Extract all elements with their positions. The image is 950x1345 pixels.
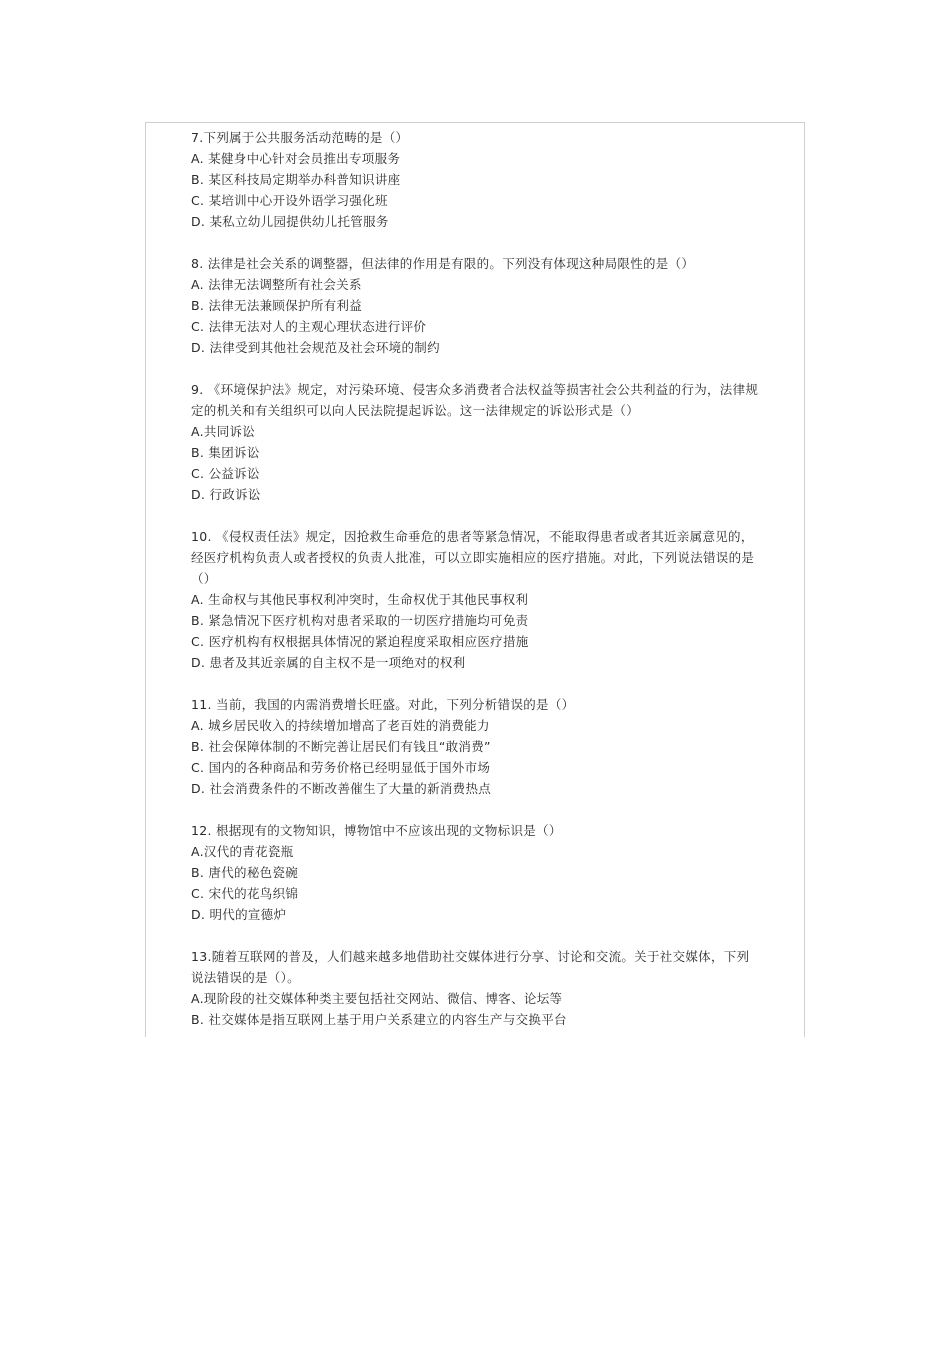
- option-c: C. 医疗机构有权根据具体情况的紧迫程度采取相应医疗措施: [191, 634, 529, 649]
- question-stem: 10. 《侵权责任法》规定，因抢救生命垂危的患者等紧急情况，不能取得患者或者其近亲属意见的，经医疗机构负责人或者授权的负责人批准，可以立即实施相应的医疗措施。对此，下列说法错误的是（）: [191, 529, 755, 586]
- question-stem: 9. 《环境保护法》规定，对污染环境、侵害众多消费者合法权益等损害社会公共利益的行为，法律规定的机关和有关组织可以向人民法院提起诉讼。这一法律规定的诉讼形式是（）: [191, 382, 759, 418]
- option-c: C. 法律无法对人的主观心理状态进行评价: [191, 319, 427, 334]
- option-a: A.共同诉讼: [191, 424, 256, 439]
- option-c: C. 公益诉讼: [191, 466, 260, 481]
- option-a: A.汉代的青花瓷瓶: [191, 844, 294, 859]
- option-b: B. 唐代的秘色瓷碗: [191, 865, 299, 880]
- option-d: D. 明代的宣德炉: [191, 907, 287, 922]
- question-stem: 7.下列属于公共服务活动范畴的是（）: [191, 130, 409, 145]
- option-c: C. 某培训中心开设外语学习强化班: [191, 193, 388, 208]
- question-10: [191, 526, 761, 673]
- question-stem: 11. 当前，我国的内需消费增长旺盛。对此，下列分析错误的是（）: [191, 697, 575, 712]
- question-12: [191, 820, 761, 925]
- option-b: B. 法律无法兼顾保护所有利益: [191, 298, 363, 313]
- exam-page: [145, 122, 805, 1037]
- option-d: D. 法律受到其他社会规范及社会环境的制约: [191, 340, 440, 355]
- option-c: C. 宋代的花鸟织锦: [191, 886, 299, 901]
- question-stem: 12. 根据现有的文物知识，博物馆中不应该出现的文物标识是（）: [191, 823, 562, 838]
- option-b: B. 紧急情况下医疗机构对患者采取的一切医疗措施均可免责: [191, 613, 529, 628]
- option-b: B. 集团诉讼: [191, 445, 260, 460]
- option-c: C. 国内的各种商品和劳务价格已经明显低于国外市场: [191, 760, 491, 775]
- question-13: [191, 946, 761, 1030]
- question-8: [191, 253, 761, 358]
- option-d: D. 患者及其近亲属的自主权不是一项绝对的权利: [191, 655, 466, 670]
- option-d: D. 社会消费条件的不断改善催生了大量的新消费热点: [191, 781, 492, 796]
- option-a: A. 城乡居民收入的持续增加增高了老百姓的消费能力: [191, 718, 490, 733]
- question-7: [191, 127, 761, 232]
- question-list: [191, 127, 761, 1037]
- option-b: B. 社交媒体是指互联网上基于用户关系建立的内容生产与交换平台: [191, 1012, 567, 1027]
- option-a: A.现阶段的社交媒体种类主要包括社交网站、微信、博客、论坛等: [191, 991, 563, 1006]
- question-stem: 13.随着互联网的普及，人们越来越多地借助社交媒体进行分享、讨论和交流。关于社交媒体，下列说法错误的是（）。: [191, 949, 750, 985]
- option-a: A. 法律无法调整所有社会关系: [191, 277, 362, 292]
- question-9: [191, 379, 761, 505]
- option-b: B. 某区科技局定期举办科普知识讲座: [191, 172, 401, 187]
- option-a: A. 生命权与其他民事权利冲突时，生命权优于其他民事权利: [191, 592, 529, 607]
- question-stem: 8. 法律是社会关系的调整器，但法律的作用是有限的。下列没有体现这种局限性的是（）: [191, 256, 695, 271]
- option-d: D. 行政诉讼: [191, 487, 261, 502]
- question-11: [191, 694, 761, 799]
- option-b: B. 社会保障体制的不断完善让居民们有钱且“敢消费”: [191, 739, 491, 754]
- option-d: D. 某私立幼儿园提供幼儿托管服务: [191, 214, 389, 229]
- option-a: A. 某健身中心针对会员推出专项服务: [191, 151, 401, 166]
